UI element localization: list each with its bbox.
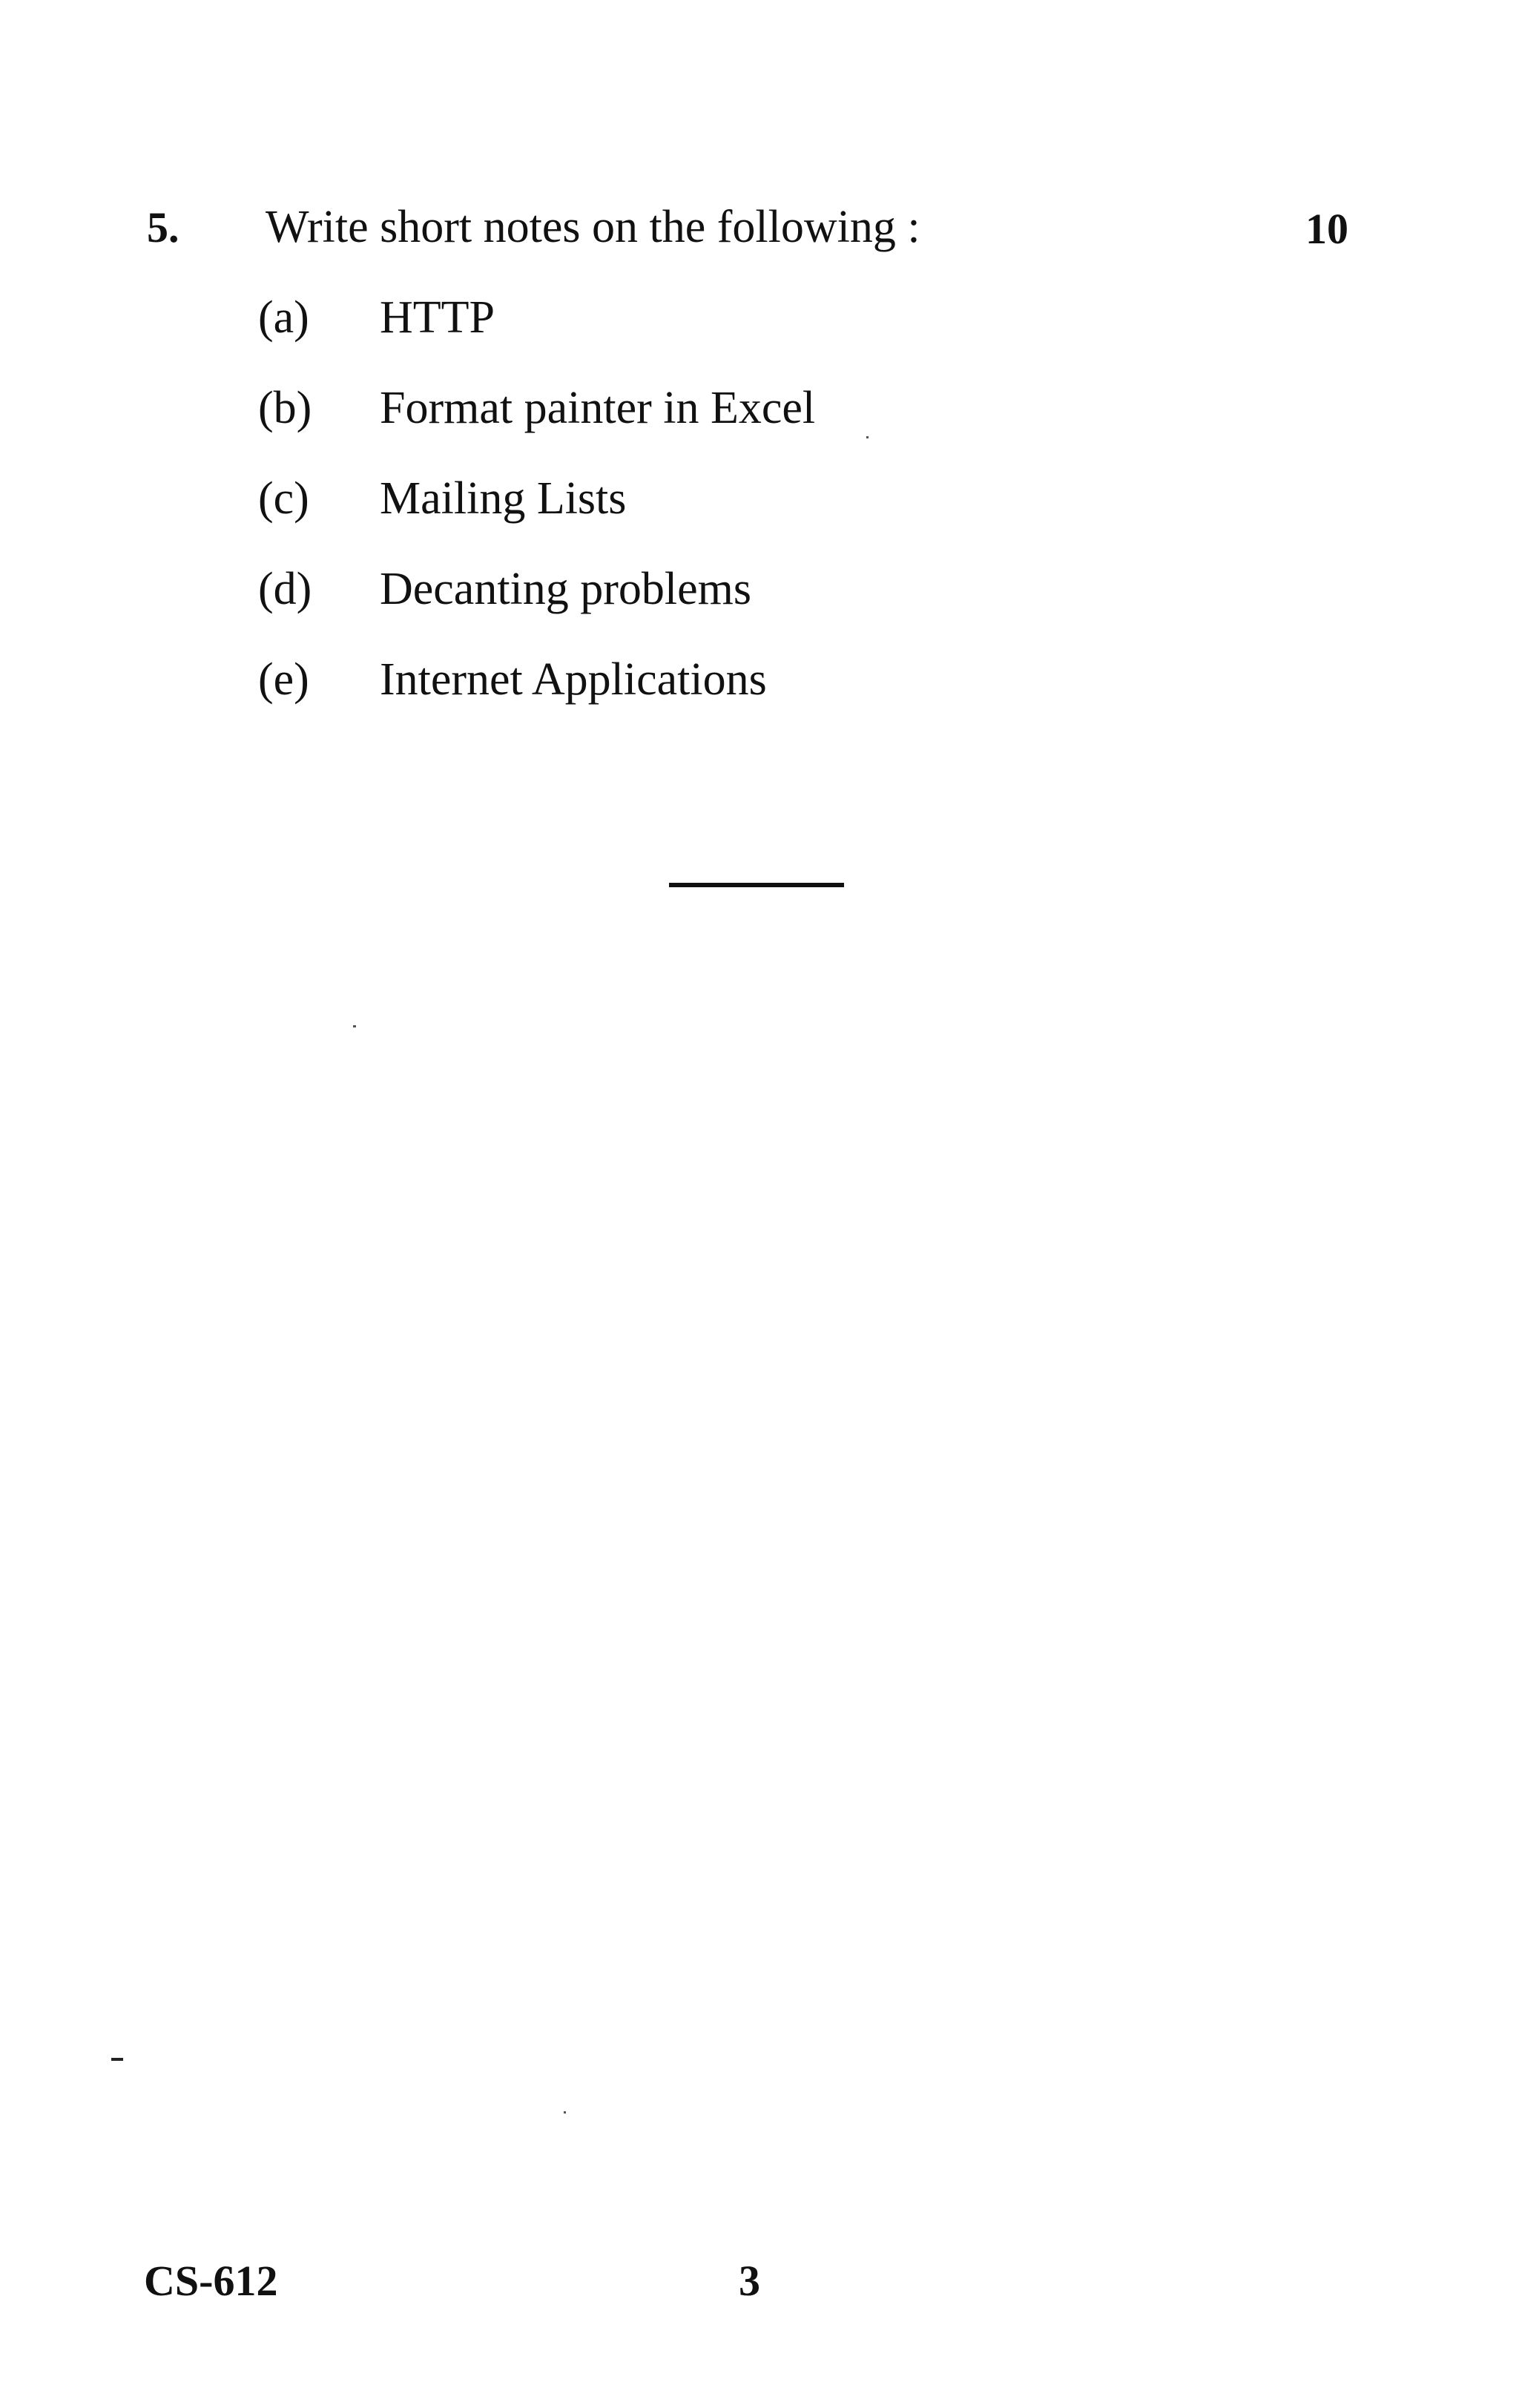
sub-question-label: (d) — [258, 564, 312, 614]
scan-speck — [564, 2111, 566, 2113]
sub-question-text: Format painter in Excel — [380, 383, 816, 433]
scan-mark — [111, 2058, 123, 2061]
sub-question-text: Decanting problems — [380, 564, 752, 614]
sub-question-text: Mailing Lists — [380, 473, 627, 524]
sub-question-label: (c) — [258, 473, 309, 524]
sub-question-label: (e) — [258, 654, 309, 705]
scan-speck — [353, 1025, 356, 1027]
sub-question-label: (a) — [258, 292, 309, 343]
sub-question-text: HTTP — [380, 292, 495, 343]
question-marks: 10 — [1305, 205, 1348, 253]
question-text: Write short notes on the following : — [266, 202, 920, 252]
scan-speck — [866, 436, 869, 438]
page-number: 3 — [739, 2257, 760, 2305]
question-number: 5. — [147, 203, 179, 251]
sub-question-label: (b) — [258, 383, 312, 433]
paper-code: CS-612 — [144, 2257, 278, 2305]
sub-question-text: Internet Applications — [380, 654, 767, 705]
end-of-questions-rule — [669, 883, 844, 887]
